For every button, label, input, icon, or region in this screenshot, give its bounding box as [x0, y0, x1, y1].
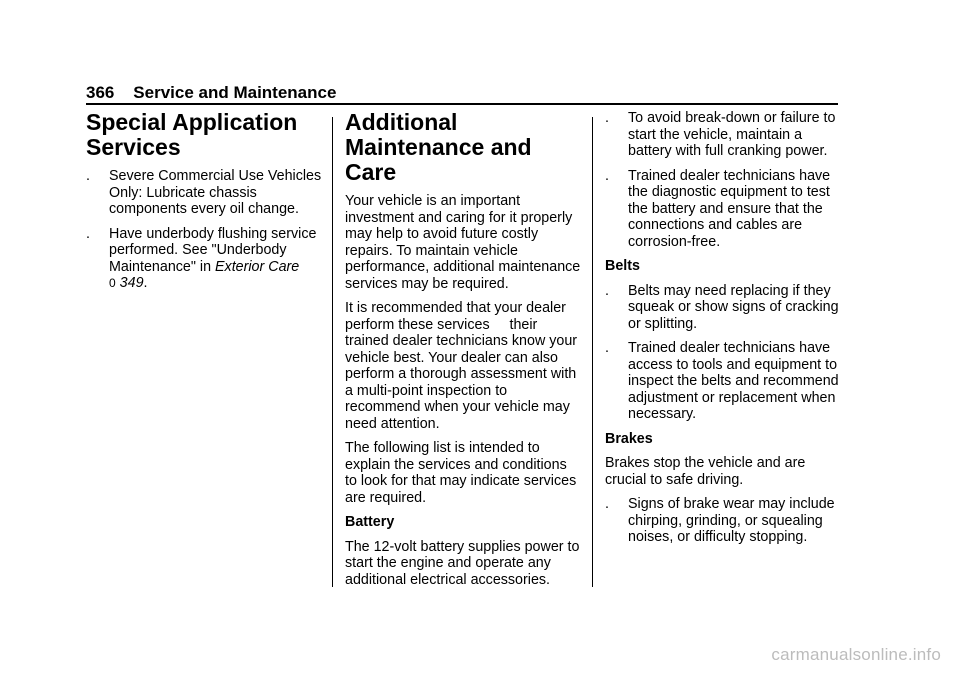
column-divider-1: [332, 117, 333, 587]
column-divider-2: [592, 117, 593, 587]
list-item: . Severe Commercial Use Vehicles Only: Lubricate chassis components every oil change.: [86, 168, 322, 217]
column-1: [86, 110, 322, 300]
section-heading-special-application-services: Special Application Services: [86, 109, 298, 160]
paragraph: Your vehicle is an important investment and caring for it properly may help to avoid future costly repairs. To maintain vehicle performance, additional maintenance services may be required.: [345, 193, 581, 292]
column-3: [605, 110, 841, 554]
bullet-mark: .: [86, 168, 90, 184]
section-heading-additional-maintenance: Additional Maintenance and Care: [345, 109, 532, 185]
page-header: [86, 82, 838, 104]
header-rule: [86, 103, 838, 105]
paragraph: The 12-volt battery supplies power to start the engine and operate any additional electrical accessories.: [345, 538, 580, 588]
bullet-mark: .: [605, 340, 609, 356]
watermark: carmanualsonline.info: [771, 645, 941, 664]
paragraph: The following list is intended to explain the services and conditions to look for that may indicate services are required.: [345, 440, 577, 506]
subheading-belts: Belts: [605, 258, 640, 274]
list-item: . Belts may need replacing if they squeak or show signs of cracking or splitting.: [605, 282, 839, 332]
section-title: Service and Maintenance: [133, 83, 337, 102]
running-head: [86, 82, 838, 104]
column-2: [345, 110, 581, 596]
page-number: 366: [86, 83, 115, 102]
bullet-mark: .: [605, 110, 609, 126]
subheading-battery: Battery: [345, 514, 395, 530]
bullet-mark: .: [605, 167, 609, 184]
bullet-mark: .: [605, 282, 609, 299]
list-item: . Signs of brake wear may include chirping, grinding, or squealing noises, or difficulty stopping.: [605, 496, 835, 545]
page-ref-arrow-icon: 0: [109, 276, 116, 290]
list-item: . Have underbody flushing service performed. See "Underbody Maintenance" in Exterior Care 0 349.: [86, 225, 317, 291]
paragraph: Brakes stop the vehicle and are crucial to safe driving.: [605, 455, 806, 488]
bullet-mark: .: [605, 496, 609, 512]
cross-reference-link[interactable]: Exterior Care 0 349: [109, 258, 300, 291]
subheading-brakes: Brakes: [605, 430, 653, 447]
bullet-mark: .: [86, 225, 90, 242]
list-item: . Trained dealer technicians have access to tools and equipment to inspect the belts and recommend adjustment or replacement when necessary.: [605, 340, 839, 422]
paragraph: It is recommended that your dealer perform these services their trained dealer technicians know your vehicle best. Your dealer can also perform a thorough assessment with a multi-point inspection to recommend when your vehicle may need attention.: [345, 300, 582, 432]
list-item: . To avoid break-down or failure to start the vehicle, maintain a battery with full cranking power.: [605, 110, 836, 159]
list-item: . Trained dealer technicians have the diagnostic equipment to test the battery and ensure that the connections and cables are corrosion-free.: [605, 167, 831, 250]
